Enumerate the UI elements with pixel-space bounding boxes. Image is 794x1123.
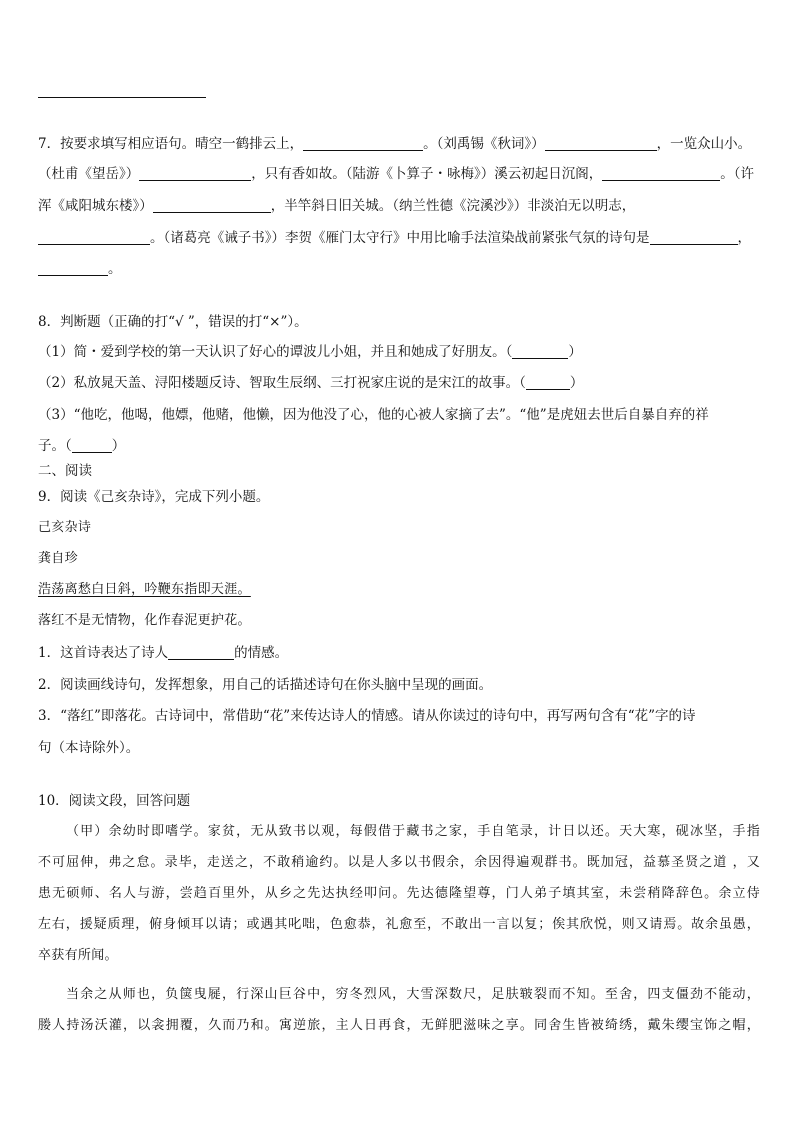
q9-title: 9．阅读《己亥杂诗》，完成下列小题。 — [38, 489, 270, 505]
q8-item-1: （1）简・爱到学校的第一天认识了好心的谭波儿小姐，并且和她成了好朋友。（ ） — [38, 344, 582, 360]
poem-line-1: 浩荡离愁白日斜，吟鞭东指即天涯。 — [38, 582, 251, 597]
fill-blank[interactable] — [650, 230, 738, 245]
q8-title: 8．判断题（正确的打“√ ”，错误的打“×”）。 — [38, 314, 308, 330]
q10-title: 10．阅读文段，回答问题 — [38, 793, 191, 809]
q7-line-4: 。（诸葛亮《诫子书》）李贺《雁门太守行》中用比喻手法渲染战前紧张气氛的诗句是 ， — [38, 228, 760, 248]
fill-blank[interactable] — [153, 198, 271, 213]
q9-sub-2: 2．阅读画线诗句，发挥想象，用自己的话描述诗句在你头脑中呈现的画面。 — [38, 677, 493, 693]
q8-item-3-line-2: 子。（ ） — [38, 438, 126, 454]
q7-line-2: （杜甫《望岳》） ，只有香如故。（陆游《卜算子・咏梅》）溪云初起日沉阁， 。（许 — [38, 166, 754, 182]
answer-blank[interactable] — [72, 438, 112, 453]
fill-blank[interactable] — [545, 136, 657, 151]
q10-para-2-line-1: 当余之从师也，负箧曳屣，行深山巨谷中，穷冬烈风，大雪深数尺，足肤皲裂而不知。至舍，四支僵劲不能动， — [66, 987, 760, 1002]
poem-title: 己亥杂诗 — [38, 520, 92, 535]
poem-author: 龚自珍 — [38, 551, 78, 566]
q7-line-5: 。 — [38, 259, 760, 279]
q10-para-2-line-2: 媵人持汤沃灌，以衾拥覆，久而乃和。寓逆旅，主人日再食，无鲜肥滋味之享。同舍生皆被绮绣，戴朱缨宝饰之帽， — [38, 1018, 760, 1033]
q8-item-2: （2）私放晁天盖、浔阳楼题反诗、智取生辰纲、三打祝家庄说的是宋江的故事。（ ） — [38, 375, 584, 391]
q9-sub-3-line-1: 3．“落红”即落花。古诗词中，常借助“花”来传达诗人的情感。请从你读过的诗句中，再写两句含有“花”字的诗 — [38, 708, 696, 724]
q10-para-1-line-2: 不可屈伸，弗之怠。录毕，走送之，不敢稍逾约。以是人多以书假余，余因得遍观群书。既加冠，益慕圣贤之道 ，又 — [38, 855, 760, 870]
q10-para-1-line-3: 患无硕师、名人与游，尝趋百里外，从乡之先达执经叩问。先达德隆望尊，门人弟子填其室，未尝稍降辞色。余立侍 — [38, 886, 760, 901]
q7-line-3: 浑《咸阳城东楼》） ，半竿斜日旧关城。（纳兰性德《浣溪沙》）非淡泊无以明志， — [38, 198, 636, 214]
q9-sub-3-line-2: 句（本诗除外）。 — [38, 740, 140, 756]
q10-para-1-line-5: 卒获有所闻。 — [38, 948, 118, 963]
answer-line — [38, 97, 206, 98]
q8-item-3-line-1: （3）“他吃，他喝，他嫖，他赌，他懒，因为他没了心，他的心被人家摘了去”。“他”是虎妞去世后自暴自弃的祥 — [38, 407, 709, 423]
fill-blank[interactable] — [602, 166, 720, 181]
answer-blank[interactable] — [526, 375, 570, 390]
fill-blank[interactable] — [168, 645, 234, 660]
answer-blank[interactable] — [512, 344, 568, 359]
q10-para-1-line-1: （甲）余幼时即嗜学。家贫，无从致书以观，每假借于藏书之家，手自笔录，计日以还。天大寒，砚冰坚，手指 — [66, 824, 760, 839]
fill-blank[interactable] — [139, 166, 251, 181]
fill-blank[interactable] — [38, 261, 108, 276]
fill-blank[interactable] — [38, 230, 150, 245]
q10-para-1-line-4: 左右，援疑质理，俯身倾耳以请；或遇其叱咄，色愈恭，礼愈至，不敢出一言以复；俟其欣悦，则又请焉。故余虽愚， — [38, 917, 760, 932]
q9-sub-1: 1．这首诗表达了诗人 的情感。 — [38, 645, 289, 661]
poem-line-2: 落红不是无情物，化作春泥更护花。 — [38, 613, 251, 628]
section-title-reading: 二、阅读 — [38, 463, 92, 479]
fill-blank[interactable] — [303, 136, 423, 151]
q7-line-1: 7．按要求填写相应语句。晴空一鹤排云上， 。（刘禹锡《秋词》） ，一览众山小。 — [38, 136, 752, 152]
